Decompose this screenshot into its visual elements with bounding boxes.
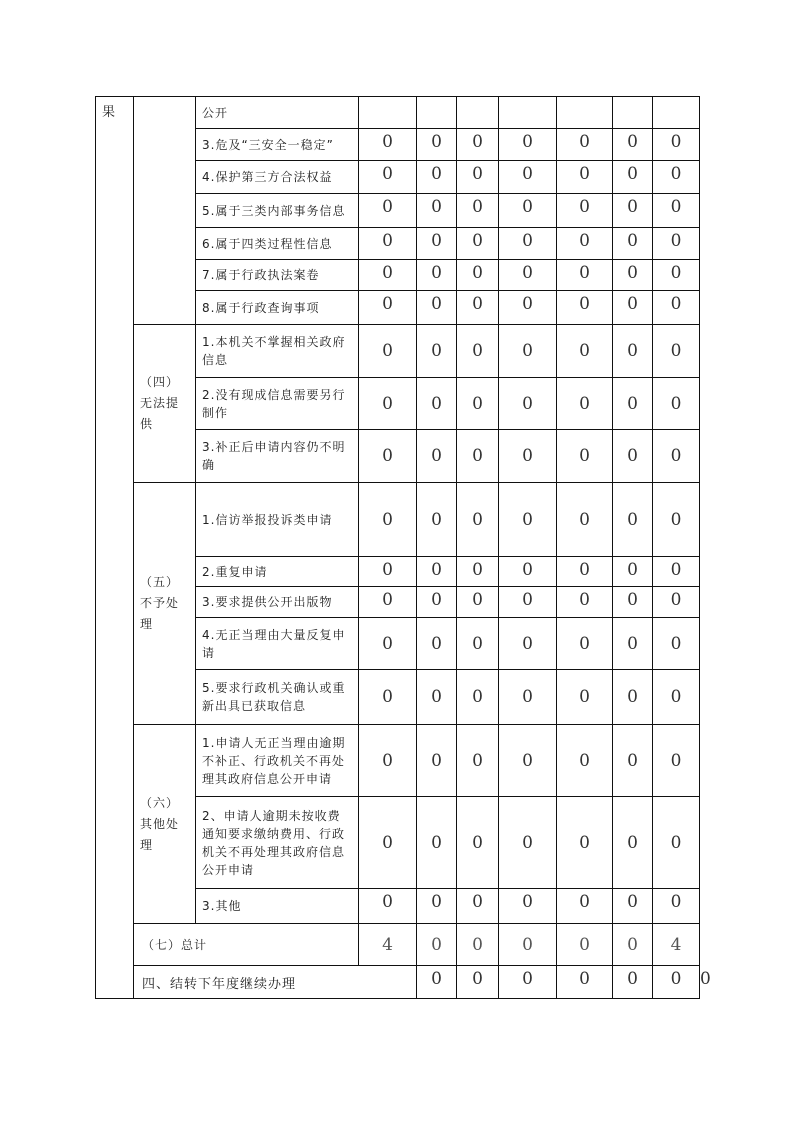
row-label: 5.要求行政机关确认或重新出具已获取信息: [196, 670, 359, 725]
total-value: 0: [557, 924, 613, 966]
total-value: 4: [359, 924, 417, 966]
value-cell: 0: [417, 587, 457, 618]
value-cell: [499, 97, 557, 129]
section-label: （四）无法提供: [134, 325, 196, 483]
row-label: 8.属于行政查询事项: [196, 291, 359, 325]
value-cell: 0: [417, 194, 457, 228]
value-cell: 0: [653, 291, 700, 325]
value-cell: 0: [359, 797, 417, 889]
value-cell: 0: [499, 483, 557, 557]
total-value: 0: [499, 924, 557, 966]
total-value: 0: [457, 924, 499, 966]
value-cell: 0: [457, 587, 499, 618]
value-cell: 0: [359, 291, 417, 325]
value-cell: [359, 97, 417, 129]
row-label: 3.其他: [196, 889, 359, 924]
value-cell: 0: [613, 797, 653, 889]
value-cell: 0: [653, 889, 700, 924]
value-cell: 0: [457, 161, 499, 194]
value-cell: 0: [499, 618, 557, 670]
value-cell: 0: [653, 129, 700, 161]
value-cell: 0: [499, 587, 557, 618]
table-row: [96, 725, 700, 797]
value-cell: 0: [557, 378, 613, 430]
value-cell: [613, 97, 653, 129]
value-cell: 0: [457, 483, 499, 557]
value-cell: 0: [653, 483, 700, 557]
value-cell: 0: [457, 797, 499, 889]
value-cell: 0: [613, 161, 653, 194]
value-cell: 0: [499, 797, 557, 889]
value-cell: [557, 97, 613, 129]
value-cell: 0: [499, 670, 557, 725]
value-cell: 0: [417, 228, 457, 260]
value-cell: 0: [499, 725, 557, 797]
value-cell: 0: [499, 129, 557, 161]
row-label: 6.属于四类过程性信息: [196, 228, 359, 260]
value-cell: 0: [613, 291, 653, 325]
value-cell: 0: [557, 161, 613, 194]
total-row: [96, 924, 700, 966]
value-cell: 0: [499, 889, 557, 924]
value-cell: 0: [359, 587, 417, 618]
value-cell: 0: [417, 483, 457, 557]
value-cell: 0: [417, 966, 457, 999]
value-cell: 0: [613, 966, 653, 999]
value-cell: 0: [499, 291, 557, 325]
row-label: 1.信访举报投诉类申请: [196, 483, 359, 557]
value-cell: 0: [557, 129, 613, 161]
value-cell: 0: [557, 291, 613, 325]
value-cell: 0: [557, 430, 613, 483]
value-cell: 0: [557, 618, 613, 670]
total-label: （七）总计: [134, 924, 359, 966]
value-cell: 0: [457, 325, 499, 378]
value-cell: 0: [417, 325, 457, 378]
value-cell: 0: [613, 483, 653, 557]
value-cell: 0: [499, 194, 557, 228]
value-cell: 0: [457, 966, 499, 999]
value-cell: 0: [653, 228, 700, 260]
value-cell: 0: [457, 889, 499, 924]
value-cell: 0: [653, 325, 700, 378]
value-cell: [417, 97, 457, 129]
value-cell: 0: [613, 557, 653, 587]
value-cell: 0: [557, 889, 613, 924]
value-cell: 0: [417, 291, 457, 325]
value-cell: 0: [457, 670, 499, 725]
value-cell: 0: [359, 161, 417, 194]
value-cell: 0: [557, 260, 613, 291]
value-cell: 0: [653, 670, 700, 725]
value-cell: 0: [417, 557, 457, 587]
value-cell: 0: [417, 889, 457, 924]
row-label: 2.重复申请: [196, 557, 359, 587]
row-label: 1.申请人无正当理由逾期不补正、行政机关不再处理其政府信息公开申请: [196, 725, 359, 797]
row-label: 4.保护第三方合法权益: [196, 161, 359, 194]
value-cell: 0: [457, 260, 499, 291]
row-label: 7.属于行政执法案卷: [196, 260, 359, 291]
table-row: [96, 325, 700, 378]
row-label: 3.补正后申请内容仍不明确: [196, 430, 359, 483]
value-cell: 0: [499, 325, 557, 378]
row-label: 2、申请人逾期未按收费通知要求缴纳费用、行政机关不再处理其政府信息公开申请: [196, 797, 359, 889]
value-cell: 0: [557, 725, 613, 797]
value-cell: 0: [417, 161, 457, 194]
value-cell: 0: [557, 966, 613, 999]
value-cell: 0: [457, 129, 499, 161]
value-cell: 0: [653, 557, 700, 587]
value-cell: 0: [499, 161, 557, 194]
value-cell: 0: [359, 557, 417, 587]
value-cell: 0: [359, 618, 417, 670]
value-cell: 0: [653, 725, 700, 797]
value-cell: 0: [653, 797, 700, 889]
carry-over-label: 四、结转下年度继续办理: [134, 966, 417, 999]
value-cell: 0: [359, 378, 417, 430]
value-cell: 0: [613, 228, 653, 260]
value-cell: 0: [557, 228, 613, 260]
row-label: 4.无正当理由大量反复申请: [196, 618, 359, 670]
value-cell: 0: [557, 325, 613, 378]
value-cell: 0: [653, 430, 700, 483]
section-label: （六）其他处理: [134, 725, 196, 924]
row-label: 2.没有现成信息需要另行制作: [196, 378, 359, 430]
value-cell: 0: [457, 228, 499, 260]
table-row: [96, 97, 700, 129]
value-cell: 0: [653, 260, 700, 291]
value-cell: 0: [613, 725, 653, 797]
value-cell: 0: [653, 618, 700, 670]
value-cell: 0: [359, 670, 417, 725]
value-cell: 0: [417, 618, 457, 670]
value-cell: 0: [653, 161, 700, 194]
value-cell: 0: [457, 725, 499, 797]
value-cell: 0: [457, 194, 499, 228]
value-cell: 0: [613, 325, 653, 378]
value-cell: 0: [499, 430, 557, 483]
value-cell: 0: [557, 670, 613, 725]
value-cell: 0: [653, 378, 700, 430]
value-cell: 0: [557, 587, 613, 618]
total-value: 0: [613, 924, 653, 966]
value-cell: 0: [613, 587, 653, 618]
value-cell: 0: [557, 194, 613, 228]
row-label: 1.本机关不掌握相关政府信息: [196, 325, 359, 378]
value-cell: 0: [613, 618, 653, 670]
value-cell: 0: [417, 670, 457, 725]
value-cell: 0: [613, 260, 653, 291]
row-label: 3.要求提供公开出版物: [196, 587, 359, 618]
row-label: 公开: [196, 97, 359, 129]
value-cell: 0: [359, 194, 417, 228]
value-cell: 0: [359, 129, 417, 161]
value-cell: 0: [557, 797, 613, 889]
value-cell: [457, 97, 499, 129]
value-cell: 0: [457, 618, 499, 670]
value-cell: 0: [613, 194, 653, 228]
value-cell: 0: [417, 725, 457, 797]
value-cell: 0: [457, 557, 499, 587]
value-cell: 0: [613, 889, 653, 924]
row-label: 3.危及“三安全一稳定”: [196, 129, 359, 161]
value-cell: 0: [653, 966, 700, 999]
value-cell: 0: [359, 228, 417, 260]
table-row: [96, 483, 700, 557]
value-cell: 0: [557, 557, 613, 587]
section-label-blank: [134, 97, 196, 325]
value-cell: 0: [653, 194, 700, 228]
total-value: 4: [653, 924, 700, 966]
value-cell: 0: [499, 378, 557, 430]
value-cell: 0: [359, 430, 417, 483]
value-cell: 0: [417, 260, 457, 291]
total-value: 0: [417, 924, 457, 966]
value-cell: 0: [417, 378, 457, 430]
value-cell: [653, 97, 700, 129]
value-cell: 0: [359, 325, 417, 378]
value-cell: 0: [613, 430, 653, 483]
row-label: 5.属于三类内部事务信息: [196, 194, 359, 228]
value-cell: 0: [359, 725, 417, 797]
value-cell: 0: [457, 430, 499, 483]
value-cell: 0: [499, 966, 557, 999]
value-cell: 0: [557, 483, 613, 557]
value-cell: 0: [417, 129, 457, 161]
group-label: 果: [96, 97, 134, 999]
value-cell: 0: [613, 129, 653, 161]
statistics-table: [95, 96, 711, 999]
value-cell: 0: [359, 483, 417, 557]
value-cell: 0: [457, 291, 499, 325]
carry-over-row: 四、结转下年度继续办理 0 0 0 0 0 0 0: [96, 966, 700, 999]
value-cell: 0: [417, 430, 457, 483]
value-cell: 0: [417, 797, 457, 889]
value-cell: 0: [653, 587, 700, 618]
value-cell: 0: [613, 670, 653, 725]
value-cell: 0: [499, 260, 557, 291]
value-cell: 0: [457, 378, 499, 430]
value-cell: 0: [499, 557, 557, 587]
value-cell: 0: [613, 378, 653, 430]
value-cell: 0: [359, 260, 417, 291]
value-cell: 0: [499, 228, 557, 260]
value-cell: 0: [359, 889, 417, 924]
section-label: （五）不予处理: [134, 483, 196, 725]
